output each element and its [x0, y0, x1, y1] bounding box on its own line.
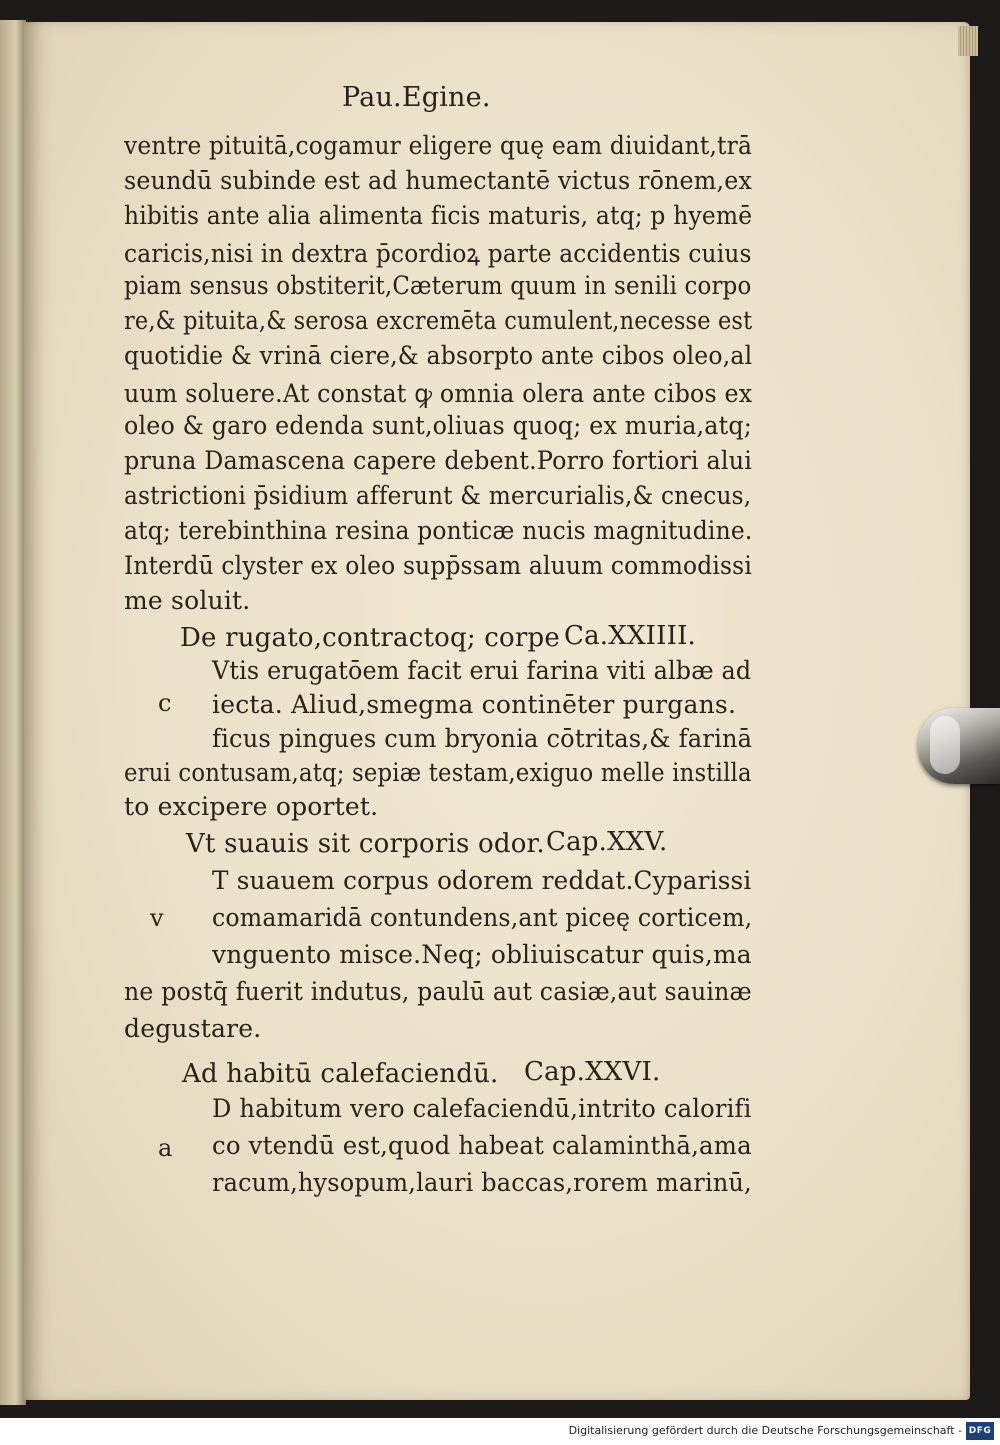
initial-guide-letter: v	[150, 904, 164, 932]
chapter-number: Cap.XXVI.	[524, 1057, 661, 1087]
text-line: to excipere oportet.	[124, 792, 379, 821]
dfg-logo: DFG	[966, 1422, 994, 1440]
text-line: astrictioni p̄sidium afferunt & mercurialis,& cnecus,	[124, 481, 752, 510]
text-line: T suauem corpus odorem reddat.Cyparissi	[212, 866, 752, 895]
text-line: ficus pingues cum bryonia cōtritas,& farinā	[212, 724, 753, 753]
text-line: D habitum vero calefaciendū,intrito calorifi	[212, 1094, 752, 1123]
text-line: atq; terebinthina resina ponticæ nucis magnitudine.	[124, 516, 753, 545]
text-line: oleo & garo edenda sunt,oliuas quoq; ex muria,atq;	[124, 411, 752, 440]
text-line: piam sensus obstiterit,Cæterum quum in senili corpo	[124, 271, 752, 300]
facing-page-edge	[0, 20, 26, 1405]
text-line: quotidie & vrinā ciere,& absorpto ante cibos oleo,al	[124, 341, 753, 370]
page-fore-edge	[958, 26, 978, 56]
text-line: uum soluere.At constat ꝙ omnia olera ante cibos ex	[124, 379, 753, 408]
text-line: me soluit.	[124, 586, 251, 615]
text-line: ne postq̄ fuerit indutus, paulū aut casiæ,aut sauinæ	[124, 977, 752, 1006]
text-line: Interdū clyster ex oleo supp̄ssam aluum commodissi	[124, 551, 752, 580]
text-line: comamaridā contundens,ant piceę corticem,	[212, 903, 753, 932]
running-header: Pau.Egine.	[342, 82, 491, 113]
text-line: pruna Damascena capere debent.Porro fortiori alui	[124, 446, 753, 475]
text-line: hibitis ante alia alimenta ficis maturis, atq; p hyemē	[124, 201, 753, 230]
chapter-title: De rugato,contractoq; corpe	[180, 623, 560, 653]
digitization-footer	[0, 1418, 1000, 1445]
text-line: seundū subinde est ad humectantē victus rōnem,ex	[124, 166, 753, 195]
book-clip-highlight	[930, 716, 960, 774]
initial-guide-letter: a	[158, 1134, 173, 1162]
text-line: Vtis erugatōem facit erui farina viti albæ ad	[212, 656, 752, 685]
text-line: vnguento misce.Neq; obliuiscatur quis,ma	[212, 940, 752, 969]
chapter-title: Ad habitū calefaciendū.	[182, 1059, 499, 1089]
text-line: re,& pituita,& serosa excremēta cumulent,necesse est	[124, 306, 753, 335]
funding-notice: Digitalisierung gefördert durch die Deutsche Forschungsgemeinschaft -	[568, 1424, 962, 1437]
text-line: iecta. Aliud,smegma continēter purgans.	[212, 690, 737, 719]
text-line: caricis,nisi in dextra p̄cordioꝝ parte accidentis cuius	[124, 239, 752, 268]
initial-guide-letter: c	[158, 689, 172, 717]
chapter-number: Cap.XXV.	[546, 827, 668, 857]
text-line: co vtendū est,quod habeat calaminthā,ama	[212, 1131, 752, 1160]
text-line: erui contusam,atq; sepiæ testam,exiguo melle instilla	[124, 758, 752, 787]
text-line: degustare.	[124, 1014, 262, 1043]
chapter-number: Ca.XXIIII.	[564, 621, 697, 651]
text-line: racum,hysopum,lauri baccas,rorem marinū,	[212, 1168, 752, 1197]
chapter-title: Vt suauis sit corporis odor.	[186, 829, 545, 859]
text-line: ventre pituitā,cogamur eligere quę eam diuidant,trā	[124, 131, 753, 160]
